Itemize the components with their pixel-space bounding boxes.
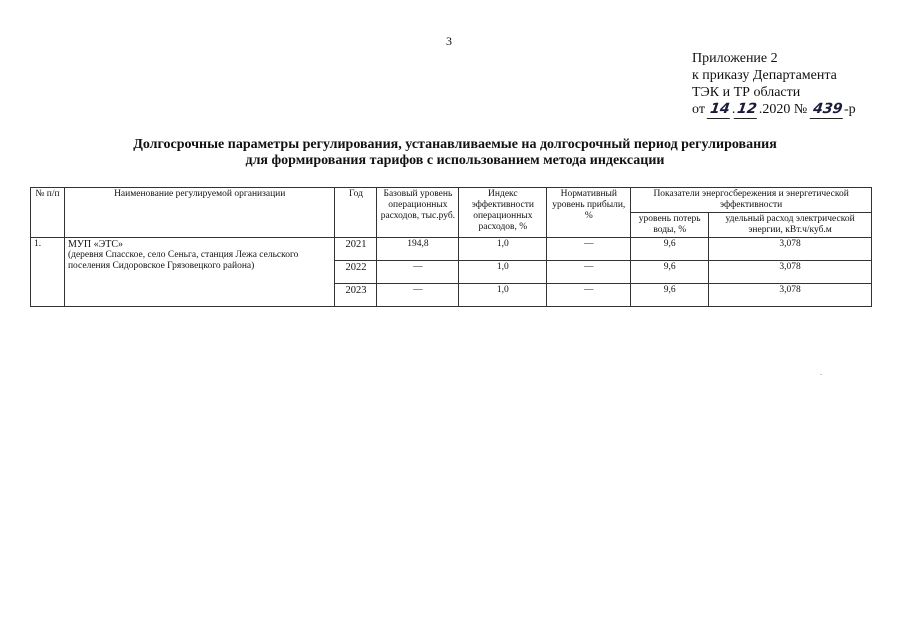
table-row	[31, 238, 872, 261]
date-prefix: от	[692, 102, 705, 117]
parameters-table	[30, 187, 872, 307]
cell-base: —	[377, 284, 459, 307]
org-detail: (деревня Спасское, село Сеньга, станция Лежа сельского поселения Сидоровское Грязовецкого района)	[67, 250, 299, 271]
cell-profit: —	[547, 284, 631, 307]
org-cell	[64, 238, 335, 307]
handwritten-day: 14	[707, 101, 733, 119]
cell-specific: 3,078	[709, 261, 872, 284]
header-water-losses: уровень потерь воды, %	[631, 213, 709, 238]
scan-mark: .	[820, 368, 822, 377]
appendix-line2: к приказу Департамента	[692, 68, 837, 83]
header-energy-group: Показатели энергосбережения и энергетической эффективности	[631, 188, 872, 213]
org-name: МУП «ЭТС»	[67, 239, 124, 250]
appendix-date-line: от 14.12.2020 № 439-р	[692, 101, 856, 117]
cell-profit: —	[547, 261, 631, 284]
title-line1: Долгосрочные параметры регулирования, устанавливаемые на долгосрочный период регулирования	[133, 137, 777, 152]
cell-losses: 9,6	[631, 284, 709, 307]
appendix-block	[692, 50, 856, 119]
org-index: 1.	[31, 238, 65, 307]
header-org: Наименование регулируемой организации	[64, 188, 335, 238]
header-specific-consumption: удельный расход электрической энергии, кВт.ч/куб.м	[709, 213, 872, 238]
header-base-costs: Базовый уровень операционных расходов, тыс.руб.	[377, 188, 459, 238]
cell-losses: 9,6	[631, 261, 709, 284]
cell-profit: —	[547, 238, 631, 261]
cell-year: 2023	[335, 284, 377, 307]
header-profit: Нормативный уровень прибыли, %	[547, 188, 631, 238]
cell-base: —	[377, 261, 459, 284]
header-num: № п/п	[31, 188, 65, 238]
number-suffix: -р	[844, 102, 856, 117]
cell-base: 194,8	[377, 238, 459, 261]
page-number: 3	[446, 34, 452, 48]
date-year: .2020 №	[758, 102, 808, 117]
appendix-line1: Приложение 2	[692, 51, 778, 66]
header-efficiency-index: Индекс эффективности операционных расходов, %	[459, 188, 547, 238]
cell-losses: 9,6	[631, 238, 709, 261]
cell-eff: 1,0	[459, 284, 547, 307]
header-year: Год	[335, 188, 377, 238]
cell-eff: 1,0	[459, 261, 547, 284]
appendix-line3: ТЭК и ТР области	[692, 85, 801, 100]
cell-eff: 1,0	[459, 238, 547, 261]
handwritten-month: 12	[734, 101, 760, 119]
cell-year: 2022	[335, 261, 377, 284]
cell-year: 2021	[335, 238, 377, 261]
cell-specific: 3,078	[709, 238, 872, 261]
title-line2: для формирования тарифов с использованием метода индексации	[245, 153, 665, 168]
handwritten-number: 439	[810, 101, 846, 119]
cell-specific: 3,078	[709, 284, 872, 307]
document-title	[60, 137, 850, 169]
